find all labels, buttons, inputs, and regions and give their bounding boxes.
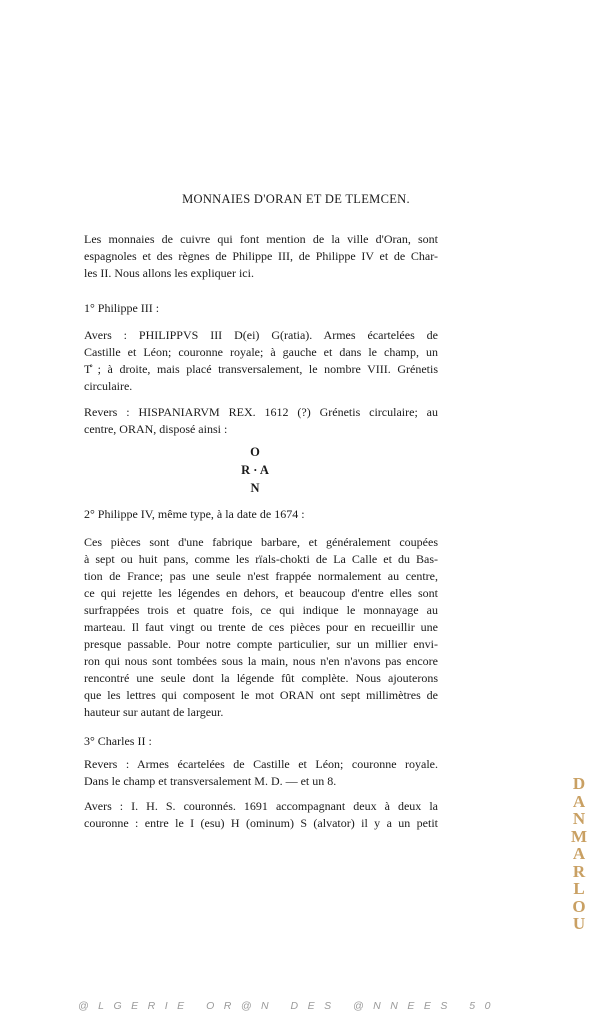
text-line: Avers : I. H. S. couronnés. 1691 accompagnant deux à deux la [84,799,438,813]
text-line: circulaire. [84,379,133,393]
intro-paragraph [84,231,438,282]
text-line: Dans le champ et transversalement M. D. — et un 8. [84,774,337,788]
text-line: Les monnaies de cuivre qui font mention de la ville d'Oran, sont [84,232,438,246]
revers-paragraph-philippe-iii [84,404,438,438]
text-line: espagnoles et des règnes de Philippe III, de Philippe IV et de Char- [84,249,438,263]
text-line: que les lettres qui composent le mot ORAN ont sept millimètres de [84,688,438,702]
watermark-letter: U [572,914,586,933]
watermark-letter: A [572,844,586,863]
text-line: Avers : PHILIPPVS III D(ei) G(ratia). Armes écartelées de [84,328,438,342]
text-line: Castille et Léon; couronne royale; à gauche et dans le champ, un [84,345,438,359]
avers-paragraph-charles-ii [84,798,438,832]
text-line: à sept ou huit pans, comme les rïals-chokti de La Calle et du Bas- [84,552,438,566]
oran-letter-top: O [250,445,260,459]
watermark-letter: N [572,809,586,828]
page-title: MONNAIES D'ORAN ET DE TLEMCEN. [182,192,410,206]
text-line: surfrappées trois et quatre fois, ce qui indique le monnayage au [84,603,438,617]
watermark-letter: R [572,861,586,881]
text-line: ron qui nous sont tombées sous la main, nous n'en n'avons pas encore [84,654,438,668]
oran-letter-middle: R · A [241,463,269,477]
footer-watermark: @LGERIE OR@N DES @NNEES 50 [78,1000,500,1012]
oran-letter-bottom: N [250,481,260,495]
watermark-letter: L [573,879,585,898]
watermark-letter: D [572,774,586,793]
text-line: T̊ ; à droite, mais placé transversalement, le nombre VIII. Grénetis [84,362,438,376]
text-line: presque passable. Pour notre compte particulier, sur un millier envi- [84,637,438,651]
text-line: les II. Nous allons les expliquer ici. [84,266,254,280]
text-line: ce qui rejette les légendes en dehors, et beaucoup d'entre elles sont [84,586,438,600]
text-line: Revers : HISPANIARVM REX. 1612 (?) Grénetis circulaire; au [84,405,438,419]
section-heading-charles-ii: 3° Charles II : [84,734,152,748]
watermark-letter: A [572,791,586,811]
section-heading-philippe-iv: 2° Philippe IV, même type, à la date de 1674 : [84,507,305,521]
text-line: rencontré une seule dont la légende fût complète. Nous ajouterons [84,671,438,685]
text-line: marteau. Il faut vingt ou trente de ces pièces pour en recueillir une [84,620,438,634]
text-line: tion de France; pas une seule n'est frappée normalement au centre, [84,569,438,583]
watermark-letter: O [572,896,586,916]
text-line: hauteur sur autant de largeur. [84,705,224,719]
revers-paragraph-charles-ii [84,756,438,790]
watermark-letter: M [571,826,588,846]
text-line: Revers : Armes écartelées de Castille et Léon; couronne royale. [84,757,438,771]
body-paragraph-philippe-iv [84,534,438,721]
vertical-watermark [571,775,587,933]
avers-paragraph-philippe-iii [84,327,438,395]
text-line: centre, ORAN, disposé ainsi : [84,422,228,436]
text-line: couronne : entre le I (esu) H (ominum) S (alvator) il y a un petit [84,816,438,830]
section-heading-philippe-iii: 1° Philippe III : [84,301,160,315]
text-line: Ces pièces sont d'une fabrique barbare, et généralement coupées [84,535,438,549]
